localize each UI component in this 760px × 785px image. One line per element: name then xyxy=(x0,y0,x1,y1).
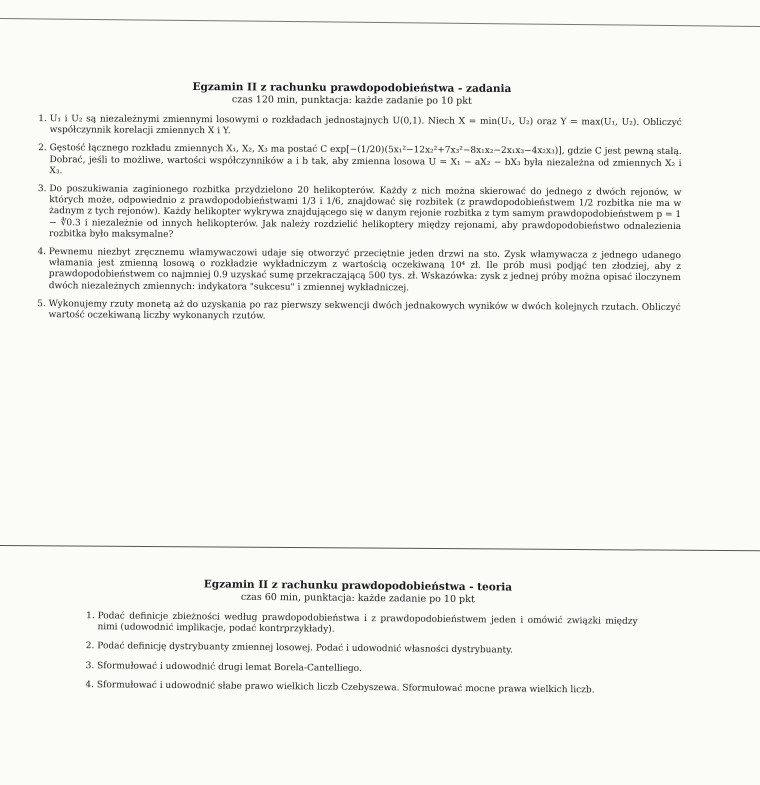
problem-item: 3. Do poszukiwania zaginionego rozbitka przydzielono 20 helikopterów. Każdy z nich można skierować do jednego z dwóch rejonów, w których może, odpowiednio z prawdopodobieństwami 1/3 i 1/6, znajdować się rozbitek (z prawdopodobieństwem 1/2 rozbitka nie ma w żadnym z tych rejonów). Każdy helikopter wykrywa znajdującego się w danym rejonie rozbitka z tym samym prawdopodobieństwem p = 1 − ∜0.3 i niezależnie od innych helikopterów. Jak należy rozdzielić helikoptery między rejonami, aby prawdopodobieństwo odnalezienia rozbitka było maksymalne? xyxy=(49,184,681,244)
section-title: Egzamin II z rachunku prawdopodobieństwa - zadania xyxy=(192,81,512,95)
theory-item: 2. Podać definicję dystrybuanty zmiennej losowej. Podać i udowodnić własności dystrybuanty. xyxy=(97,642,637,659)
section-title: Egzamin II z rachunku prawdopodobieństwa - teoria xyxy=(203,578,513,594)
theory-item: 4. Sformułować i udowodnić słabe prawo wielkich liczb Czebyszewa. Sformułować mocne prawa wielkich liczb. xyxy=(97,680,637,697)
problem-item: 4. Pewnemu niezbyt zręcznemu włamywaczowi udaje się otworzyć przeciętnie jeden drzwi na sto. Zysk włamywacza z jednego udanego włamania jest zmienną losową o rozkładzie wykładniczym z wartością oczekiwaną 10⁴ zł. Ile prób musi podjąć ten złodziej, aby z prawdopodobieństwem co najmniej 0.9 uzyskać sumę przekraczającą 500 tys. zł. Wskazówka: zysk z jednej próby można opisać iloczynem dwóch niezależnych zmiennych: indykatora "sukcesu" i zmiennej wykładniczej. xyxy=(49,247,681,296)
theory-item: 1. Podać definicje zbieżności według prawdopodobieństwa i z prawdopodobieństwem jeden i omówić związki między nimi (udowodnić implikacje, podać kontrprzykłady). xyxy=(97,611,637,639)
problem-item: 5. Wykonujemy rzuty monetą aż do uzyskania po raz pierwszy sekwencji dwóch jednakowych wyników w dwóch kolejnych rzutach. Obliczyć wartość oczekiwaną liczby wykonanych rzutów. xyxy=(49,299,681,325)
exam-theory-section xyxy=(77,577,638,705)
section-subtitle: czas 60 min, punktacja: każde zadanie po 10 pkt xyxy=(240,591,475,606)
theory-list xyxy=(77,611,638,697)
problem-item: 2. Gęstość łącznego rozkładu zmiennych X₁, X₂, X₃ ma postać C exp[−(1/20)(5x₁²−12x₂²+7x₃²−8x₁x₂−2x₁x₃−4x₂x₃)], gdzie C jest pewną stałą. Dobrać, jeśli to możliwe, wartości współczynników a i b tak, aby zmienna losowa U = X₁ − aX₂ − bX₃ była niezależna od zmiennych X₂ i X₃. xyxy=(49,144,681,181)
page-edge-line xyxy=(0,0,760,27)
section-subtitle: czas 120 min, punktacja: każde zadanie po 10 pkt xyxy=(231,94,472,107)
theory-item: 3. Sformułować i udowodnić drugi lemat Borela-Cantelliego. xyxy=(97,661,637,678)
problem-list xyxy=(21,114,682,325)
section-divider xyxy=(0,545,760,551)
problem-item: 1. U₁ i U₂ są niezależnymi zmiennymi losowymi o rozkładach jednostajnych U(0,1). Niech X = min(U₁, U₂) oraz Y = max(U₁, U₂). Obliczyć współczynnik korelacji zmiennych X i Y. xyxy=(50,114,682,140)
exam-problems-section xyxy=(20,80,682,332)
